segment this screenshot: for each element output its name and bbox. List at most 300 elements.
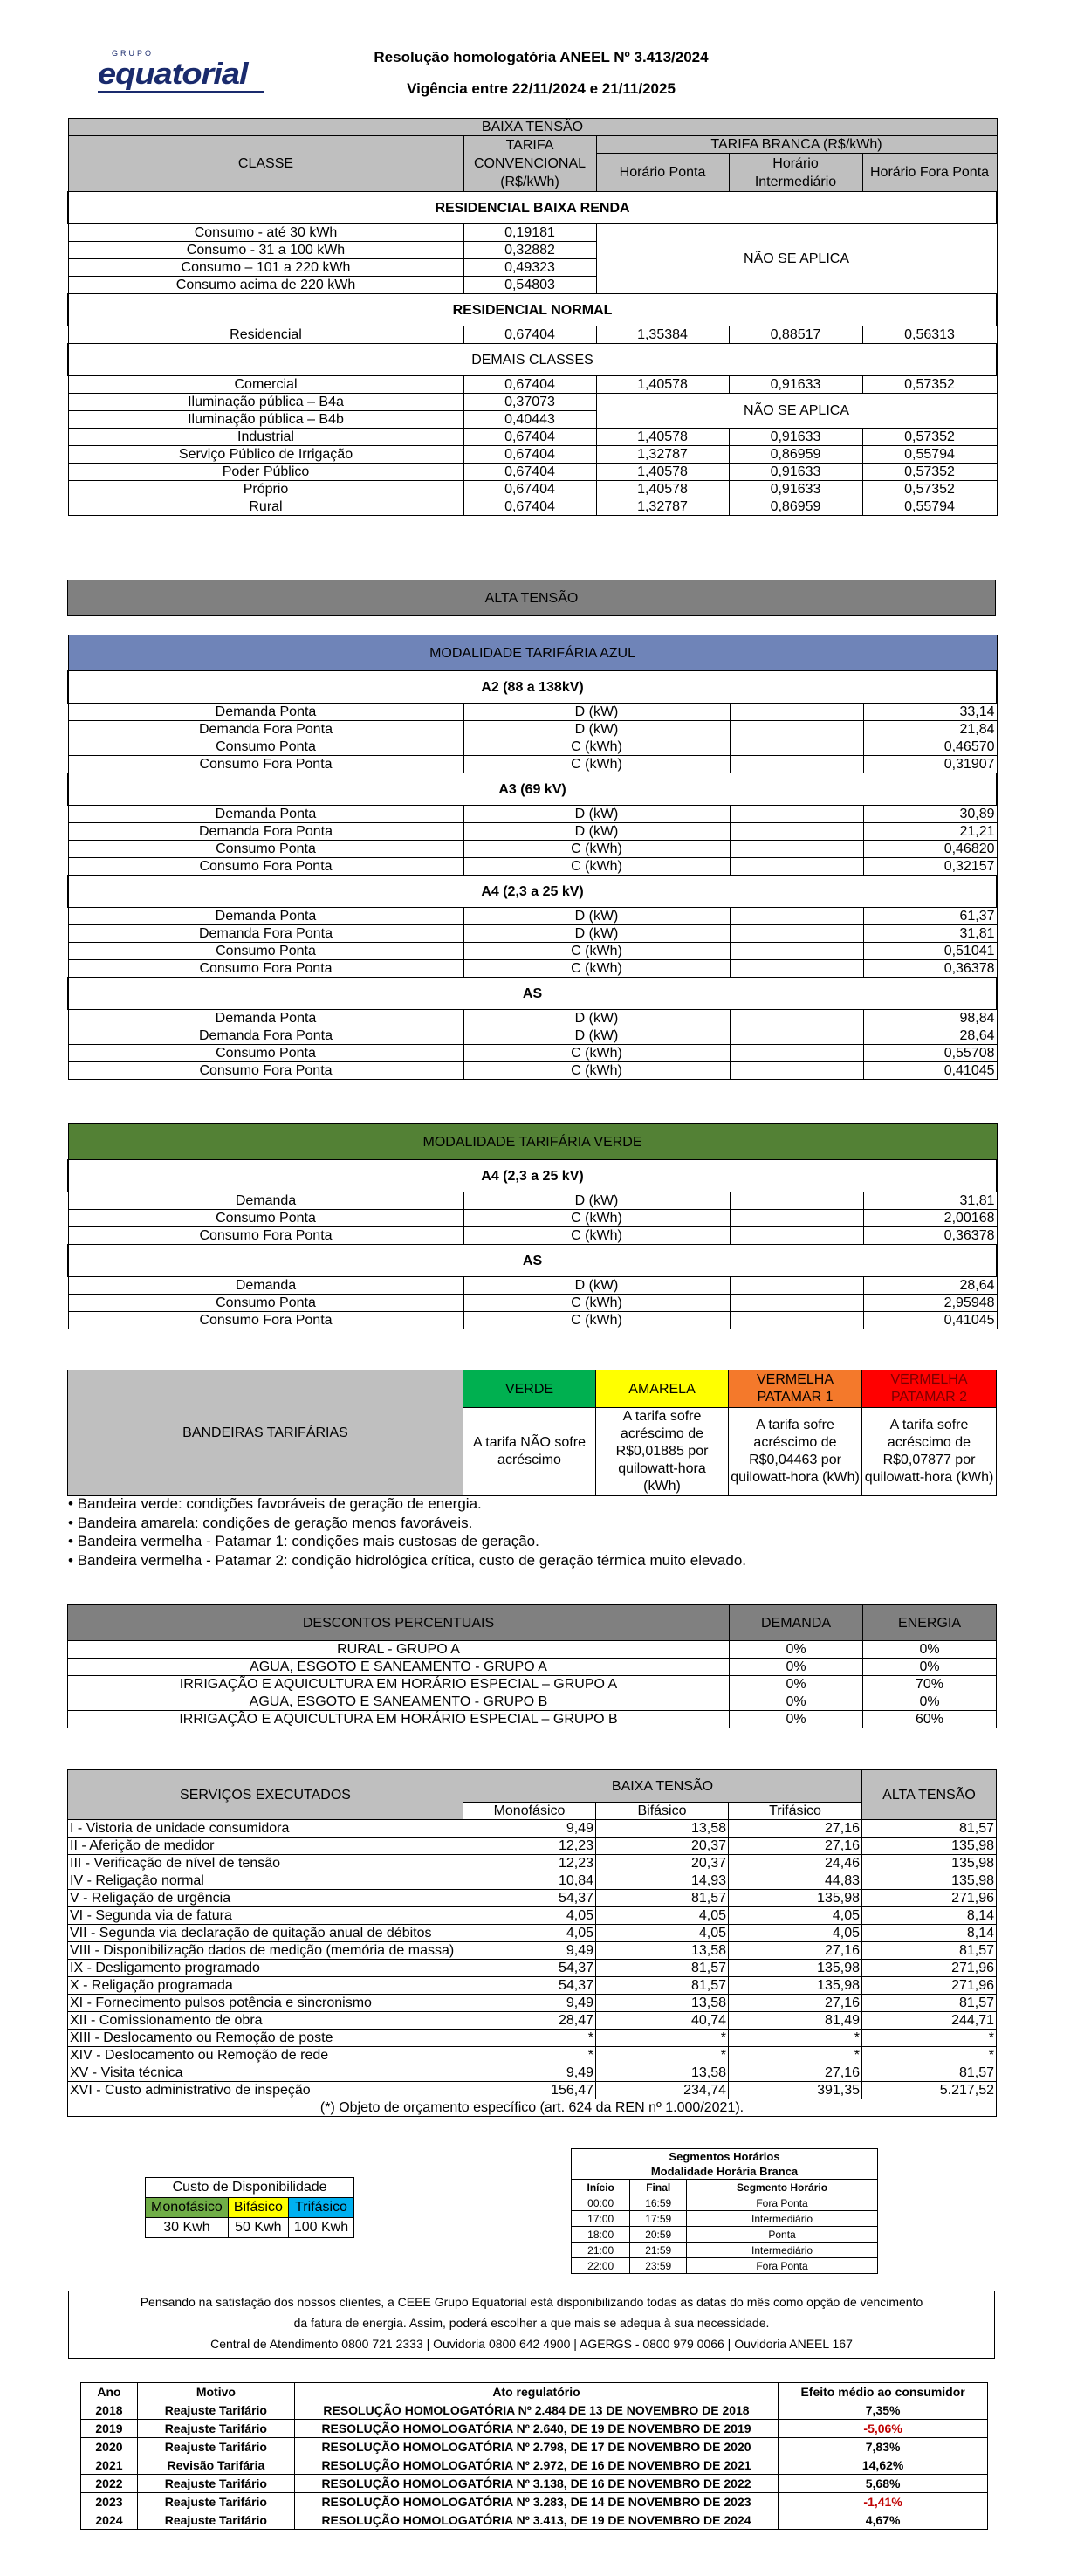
servico-name: VIII - Disponibilização dados de medição (memória de massa) (68, 1942, 463, 1960)
historico-ato: RESOLUÇÃO HOMOLOGATÓRIA Nº 2.972, DE 16 DE NOVEMBRO DE 2021 (294, 2456, 778, 2475)
tension-section-title: AS (68, 978, 997, 1010)
equatorial-logo (98, 49, 264, 93)
table-row (68, 2064, 997, 2082)
empty-cell (730, 738, 863, 756)
empty-cell (730, 756, 863, 773)
segmento-nome: Fora Ponta (687, 2258, 878, 2274)
table-row (572, 2211, 878, 2227)
col-classe: CLASSE (68, 136, 463, 192)
bandeiras-title: BANDEIRAS TARIFÁRIAS (68, 1370, 463, 1496)
servico-mono: 12,23 (463, 1838, 596, 1855)
bandeira-note: • Bandeira verde: condições favoráveis de geração de energia. (68, 1495, 482, 1512)
section-row (68, 671, 997, 704)
table-row (68, 2012, 997, 2030)
col-segmento: Segmento Horário (687, 2180, 878, 2195)
demais-p: 1,32787 (596, 498, 729, 516)
servico-mono: 9,49 (463, 2064, 596, 2082)
servico-bi: 81,57 (596, 1890, 729, 1907)
unidade: C (kWh) (463, 1045, 730, 1062)
unidade: D (kW) (463, 721, 730, 738)
custo-monofasico-value: 30 Kwh (146, 2218, 229, 2238)
historico-efeito: 14,62% (779, 2456, 988, 2475)
table-row (68, 721, 997, 738)
historico-ato: RESOLUÇÃO HOMOLOGATÓRIA Nº 2.640, DE 19 DE NOVEMBRO DE 2019 (294, 2420, 778, 2438)
servico-tri: * (729, 2030, 862, 2047)
table-row (81, 2511, 988, 2530)
table-row (68, 446, 997, 464)
classe-name: Consumo - 31 a 100 kWh (68, 242, 463, 259)
unidade: C (kWh) (463, 1210, 730, 1227)
servico-mono: 12,23 (463, 1855, 596, 1872)
demais-i: 0,91633 (729, 429, 862, 446)
col-efeito: Efeito médio ao consumidor (779, 2383, 988, 2401)
table-row (68, 841, 997, 858)
descricao: Demanda (68, 1277, 463, 1295)
custo-bifasico-value: 50 Kwh (228, 2218, 288, 2238)
comercial-i: 0,91633 (729, 376, 862, 394)
servico-bi: 13,58 (596, 1995, 729, 2012)
servico-mono: 54,37 (463, 1977, 596, 1995)
demais-f: 0,55794 (862, 446, 997, 464)
segmentos-title2: Modalidade Horária Branca (572, 2164, 878, 2180)
demais-p: 1,40578 (596, 429, 729, 446)
unidade: C (kWh) (463, 1227, 730, 1245)
bandeiras-notes (68, 1494, 746, 1570)
empty-cell (730, 943, 863, 960)
col-monofasico: Monofásico (463, 1803, 596, 1820)
table-row (68, 498, 997, 516)
custo-monofasico: Monofásico (146, 2198, 229, 2218)
demais-f: 0,57352 (862, 481, 997, 498)
tension-section-title: A3 (69 kV) (68, 773, 997, 806)
servico-tri: 27,16 (729, 2064, 862, 2082)
historico-efeito: 5,68% (779, 2475, 988, 2493)
col-horario-ponta: Horário Ponta (596, 154, 729, 192)
servico-bi: 4,05 (596, 1925, 729, 1942)
tarifa-value: 0,37073 (463, 394, 596, 411)
table-row (68, 1010, 997, 1027)
table-row (68, 1855, 997, 1872)
servico-mono: 28,47 (463, 2012, 596, 2030)
descricao: Demanda Ponta (68, 704, 463, 721)
servico-bi: 81,57 (596, 1977, 729, 1995)
comercial-p: 1,40578 (596, 376, 729, 394)
empty-cell (730, 960, 863, 978)
logo-name-text: equatorial (98, 58, 248, 91)
valor: 2,95948 (863, 1295, 997, 1312)
servico-alta: 271,96 (862, 1977, 997, 1995)
section-residencial-normal: RESIDENCIAL NORMAL (68, 294, 997, 326)
tension-section-title: A4 (2,3 a 25 kV) (68, 876, 997, 908)
empty-cell (730, 1312, 863, 1329)
table-row (68, 394, 997, 411)
servico-bi: 40,74 (596, 2012, 729, 2030)
unidade: C (kWh) (463, 756, 730, 773)
servico-mono: 54,37 (463, 1890, 596, 1907)
table-row (68, 481, 997, 498)
table-row (68, 925, 997, 943)
demais-i: 0,91633 (729, 464, 862, 481)
empty-cell (730, 858, 863, 876)
unidade: D (kW) (463, 704, 730, 721)
demais-c: Rural (68, 498, 463, 516)
servico-name: IV - Religação normal (68, 1872, 463, 1890)
tarifa-value: 0,49323 (463, 259, 596, 277)
section-row (68, 876, 997, 908)
descricao: Consumo Ponta (68, 943, 463, 960)
servico-tri: 27,16 (729, 1838, 862, 1855)
table-row (68, 1277, 997, 1295)
descricao: Consumo Fora Ponta (68, 1312, 463, 1329)
table-row (68, 943, 997, 960)
servico-bi: 81,57 (596, 1960, 729, 1977)
table-row (68, 823, 997, 841)
descricao: Demanda Ponta (68, 908, 463, 925)
servico-name: II - Aferição de medidor (68, 1838, 463, 1855)
valor: 30,89 (863, 806, 997, 823)
col-ato: Ato regulatório (294, 2383, 778, 2401)
historico-efeito: -5,06% (779, 2420, 988, 2438)
servico-bi: 13,58 (596, 1820, 729, 1838)
col-bifasico: Bifásico (596, 1803, 729, 1820)
table-row (68, 1062, 997, 1080)
unidade: C (kWh) (463, 1062, 730, 1080)
custo-title: Custo de Disponibilidade (146, 2178, 354, 2198)
table-row (68, 908, 997, 925)
table-row (68, 1890, 997, 1907)
historico-ano: 2022 (81, 2475, 138, 2493)
segmento-final: 17:59 (630, 2211, 687, 2227)
historico-motivo: Revisão Tarifária (137, 2456, 294, 2475)
empty-cell (730, 721, 863, 738)
servico-tri: 81,49 (729, 2012, 862, 2030)
table-row (68, 1838, 997, 1855)
valor: 31,81 (863, 925, 997, 943)
empty-cell (730, 841, 863, 858)
descricao: Demanda (68, 1192, 463, 1210)
servico-bi: 13,58 (596, 2064, 729, 2082)
demais-f: 0,57352 (862, 429, 997, 446)
classe-name: Iluminação pública – B4a (68, 394, 463, 411)
servico-name: XIII - Deslocamento ou Remoção de poste (68, 2030, 463, 2047)
servico-name: VII - Segunda via declaração de quitação anual de débitos (68, 1925, 463, 1942)
table-row (68, 1312, 997, 1329)
col-horario-fora-ponta: Horário Fora Ponta (862, 154, 997, 192)
unidade: D (kW) (463, 1010, 730, 1027)
tension-section-title: AS (68, 1245, 997, 1277)
demais-c: Próprio (68, 481, 463, 498)
servico-bi: 14,93 (596, 1872, 729, 1890)
valor: 0,46570 (863, 738, 997, 756)
unidade: D (kW) (463, 1192, 730, 1210)
empty-cell (730, 1227, 863, 1245)
empty-cell (730, 823, 863, 841)
unidade: D (kW) (463, 806, 730, 823)
demais-f: 0,57352 (862, 464, 997, 481)
empty-cell (730, 1192, 863, 1210)
classe-name: Consumo acima de 220 kWh (68, 277, 463, 294)
servico-alta: 271,96 (862, 1890, 997, 1907)
comercial-v: 0,67404 (463, 376, 596, 394)
servico-tri: 27,16 (729, 1995, 862, 2012)
table-row (68, 1641, 997, 1659)
table-row (68, 960, 997, 978)
classe-name: Consumo – 101 a 220 kWh (68, 259, 463, 277)
table-row (68, 326, 997, 344)
servico-alta: 5.217,52 (862, 2082, 997, 2099)
section-row (68, 192, 997, 224)
valor: 0,36378 (863, 960, 997, 978)
unidade: D (kW) (463, 1027, 730, 1045)
bandeira-verde-header: VERDE (463, 1370, 596, 1408)
servico-bi: * (596, 2030, 729, 2047)
servico-name: XV - Visita técnica (68, 2064, 463, 2082)
bandeira-note: • Bandeira vermelha - Patamar 1: condições mais custosas de geração. (68, 1533, 539, 1549)
residencial-v: 0,67404 (463, 326, 596, 344)
servico-mono: 4,05 (463, 1925, 596, 1942)
logo-underline (98, 91, 264, 93)
section-residencial-baixa-renda: RESIDENCIAL BAIXA RENDA (68, 192, 997, 224)
table-row (68, 1820, 997, 1838)
col-final: Final (630, 2180, 687, 2195)
col-alta-tensao: ALTA TENSÃO (862, 1770, 997, 1820)
custo-bifasico: Bifásico (228, 2198, 288, 2218)
section-row (68, 773, 997, 806)
servico-alta: 244,71 (862, 2012, 997, 2030)
table-row (68, 464, 997, 481)
table-row (68, 1942, 997, 1960)
table-row (81, 2401, 988, 2420)
descricao: Consumo Ponta (68, 1295, 463, 1312)
section-row (68, 344, 997, 376)
col-trifasico: Trifásico (729, 1803, 862, 1820)
unidade: C (kWh) (463, 960, 730, 978)
demais-v: 0,67404 (463, 464, 596, 481)
segmento-nome: Ponta (687, 2227, 878, 2243)
valor: 98,84 (863, 1010, 997, 1027)
servico-name: V - Religação de urgência (68, 1890, 463, 1907)
desconto-energia: 60% (863, 1711, 997, 1728)
col-baixa-tensao: BAIXA TENSÃO (463, 1770, 862, 1803)
col-tarifa-convencional: TARIFA CONVENCIONAL (R$/kWh) (463, 136, 596, 192)
servico-alta: 81,57 (862, 1995, 997, 2012)
valor: 31,81 (863, 1192, 997, 1210)
servico-alta: 8,14 (862, 1925, 997, 1942)
table-row (68, 2082, 997, 2099)
servico-bi: 234,74 (596, 2082, 729, 2099)
table-row (68, 429, 997, 446)
descontos-table (67, 1604, 997, 1728)
desconto-energia: 70% (863, 1676, 997, 1693)
bandeira-amarela-header: AMARELA (596, 1370, 729, 1408)
table-row (81, 2493, 988, 2511)
descricao: Demanda Ponta (68, 1010, 463, 1027)
bandeira-verde-desc: A tarifa NÃO sofre acréscimo (463, 1408, 596, 1496)
historico-motivo: Reajuste Tarifário (137, 2493, 294, 2511)
table-row (68, 1907, 997, 1925)
segmentos-horarios-table (571, 2148, 878, 2274)
desconto-demanda: 0% (730, 1659, 863, 1676)
segmento-final: 21:59 (630, 2243, 687, 2258)
empty-cell (730, 704, 863, 721)
tension-section-title: A2 (88 a 138kV) (68, 671, 997, 704)
descricao: Demanda Ponta (68, 806, 463, 823)
nao-se-aplica: NÃO SE APLICA (596, 224, 997, 294)
table-row (68, 1295, 997, 1312)
table-row (68, 1027, 997, 1045)
descricao: Consumo Fora Ponta (68, 1062, 463, 1080)
table-row (68, 1210, 997, 1227)
desconto-demanda: 0% (730, 1641, 863, 1659)
demais-c: Industrial (68, 429, 463, 446)
baixa-tensao-title: BAIXA TENSÃO (68, 119, 997, 136)
section-row (68, 1245, 997, 1277)
valor: 0,32157 (863, 858, 997, 876)
valor: 21,84 (863, 721, 997, 738)
servico-mono: 9,49 (463, 1820, 596, 1838)
unidade: D (kW) (463, 823, 730, 841)
servico-alta: 135,98 (862, 1838, 997, 1855)
empty-cell (730, 1062, 863, 1080)
table-row (68, 376, 997, 394)
custo-trifasico: Trifásico (288, 2198, 353, 2218)
tarifa-value: 0,19181 (463, 224, 596, 242)
historico-ato: RESOLUÇÃO HOMOLOGATÓRIA Nº 2.798, DE 17 DE NOVEMBRO DE 2020 (294, 2438, 778, 2456)
comercial-c: Comercial (68, 376, 463, 394)
historico-ato: RESOLUÇÃO HOMOLOGATÓRIA Nº 3.413, DE 19 DE NOVEMBRO DE 2024 (294, 2511, 778, 2530)
unidade: D (kW) (463, 908, 730, 925)
table-row (68, 704, 997, 721)
desconto-energia: 0% (863, 1693, 997, 1711)
valor: 0,31907 (863, 756, 997, 773)
table-row (68, 1711, 997, 1728)
historico-ato: RESOLUÇÃO HOMOLOGATÓRIA Nº 3.138, DE 16 DE NOVEMBRO DE 2022 (294, 2475, 778, 2493)
demais-i: 0,91633 (729, 481, 862, 498)
servico-mono: * (463, 2030, 596, 2047)
info-line-1: Pensando na satisfação dos nossos clientes, a CEEE Grupo Equatorial está disponibilizando todas as datas do mês como opção de vencimento (140, 2295, 923, 2309)
demais-v: 0,67404 (463, 481, 596, 498)
valor: 0,55708 (863, 1045, 997, 1062)
desconto-demanda: 0% (730, 1676, 863, 1693)
servico-mono: 156,47 (463, 2082, 596, 2099)
unidade: C (kWh) (463, 1312, 730, 1329)
servico-alta: 271,96 (862, 1960, 997, 1977)
table-row (68, 2030, 997, 2047)
bandeira-vermelha2-desc: A tarifa sofre acréscimo de R$0,07877 por quilowatt-hora (kWh) (862, 1408, 997, 1496)
valor: 0,51041 (863, 943, 997, 960)
descricao: Demanda Fora Ponta (68, 1027, 463, 1045)
historico-ano: 2018 (81, 2401, 138, 2420)
modalidade-azul-title: MODALIDADE TARIFÁRIA AZUL (68, 635, 997, 671)
tarifa-value: 0,32882 (463, 242, 596, 259)
servico-alta: 8,14 (862, 1907, 997, 1925)
servico-mono: 54,37 (463, 1960, 596, 1977)
historico-motivo: Reajuste Tarifário (137, 2438, 294, 2456)
demais-c: Serviço Público de Irrigação (68, 446, 463, 464)
segmento-final: 23:59 (630, 2258, 687, 2274)
historico-efeito: 7,83% (779, 2438, 988, 2456)
segmento-inicio: 21:00 (572, 2243, 630, 2258)
servicos-title: SERVIÇOS EXECUTADOS (68, 1770, 463, 1820)
table-row (81, 2438, 988, 2456)
table-row (68, 2047, 997, 2064)
servico-name: X - Religação programada (68, 1977, 463, 1995)
table-row (68, 1227, 997, 1245)
servico-name: VI - Segunda via de fatura (68, 1907, 463, 1925)
servico-bi: 4,05 (596, 1907, 729, 1925)
custo-trifasico-value: 100 Kwh (288, 2218, 353, 2238)
segmento-nome: Intermediário (687, 2243, 878, 2258)
desconto-energia: 0% (863, 1641, 997, 1659)
servico-name: IX - Desligamento programado (68, 1960, 463, 1977)
descricao: Consumo Fora Ponta (68, 858, 463, 876)
segmento-inicio: 18:00 (572, 2227, 630, 2243)
empty-cell (730, 1210, 863, 1227)
desconto-demanda: 0% (730, 1693, 863, 1711)
servico-alta: * (862, 2047, 997, 2064)
segmento-nome: Intermediário (687, 2211, 878, 2227)
demais-i: 0,86959 (729, 498, 862, 516)
nao-se-aplica-ilum: NÃO SE APLICA (596, 394, 997, 429)
table-row (68, 1872, 997, 1890)
desconto-energia: 0% (863, 1659, 997, 1676)
info-box (68, 2291, 995, 2359)
classe-name: Consumo - até 30 kWh (68, 224, 463, 242)
bandeira-note: • Bandeira vermelha - Patamar 2: condição hidrológica crítica, custo de geração térmica muito elevado. (68, 1551, 747, 1569)
descricao: Demanda Fora Ponta (68, 823, 463, 841)
table-row (68, 1925, 997, 1942)
col-inicio: Início (572, 2180, 630, 2195)
servico-tri: 135,98 (729, 1960, 862, 1977)
desconto-demanda: 0% (730, 1711, 863, 1728)
servico-name: I - Vistoria de unidade consumidora (68, 1820, 463, 1838)
servico-tri: 27,16 (729, 1820, 862, 1838)
residencial-f: 0,56313 (862, 326, 997, 344)
logo-group-text: GRUPO (112, 49, 154, 58)
historico-motivo: Reajuste Tarifário (137, 2475, 294, 2493)
empty-cell (730, 1027, 863, 1045)
servico-bi: 20,37 (596, 1855, 729, 1872)
demais-c: Poder Público (68, 464, 463, 481)
historico-motivo: Reajuste Tarifário (137, 2420, 294, 2438)
empty-cell (730, 806, 863, 823)
servico-mono: * (463, 2047, 596, 2064)
residencial-i: 0,88517 (729, 326, 862, 344)
descricao: Consumo Ponta (68, 1045, 463, 1062)
empty-cell (730, 1045, 863, 1062)
valor: 0,41045 (863, 1312, 997, 1329)
servico-alta: 135,98 (862, 1855, 997, 1872)
servico-alta: 135,98 (862, 1872, 997, 1890)
servico-tri: 391,35 (729, 2082, 862, 2099)
table-row (572, 2258, 878, 2274)
table-row (68, 1676, 997, 1693)
table-row (68, 858, 997, 876)
unidade: C (kWh) (463, 858, 730, 876)
desconto-name: AGUA, ESGOTO E SANEAMENTO - GRUPO A (68, 1659, 730, 1676)
classe-name: Iluminação pública – B4b (68, 411, 463, 429)
empty-cell (730, 908, 863, 925)
modalidade-verde-table (67, 1123, 998, 1329)
table-row (68, 1995, 997, 2012)
table-row (68, 1960, 997, 1977)
segmento-inicio: 17:00 (572, 2211, 630, 2227)
empty-cell (730, 1010, 863, 1027)
descricao: Consumo Fora Ponta (68, 756, 463, 773)
historico-motivo: Reajuste Tarifário (137, 2511, 294, 2530)
table-row (68, 806, 997, 823)
page-title: Resolução homologatória ANEEL Nº 3.413/2024 (374, 49, 709, 65)
